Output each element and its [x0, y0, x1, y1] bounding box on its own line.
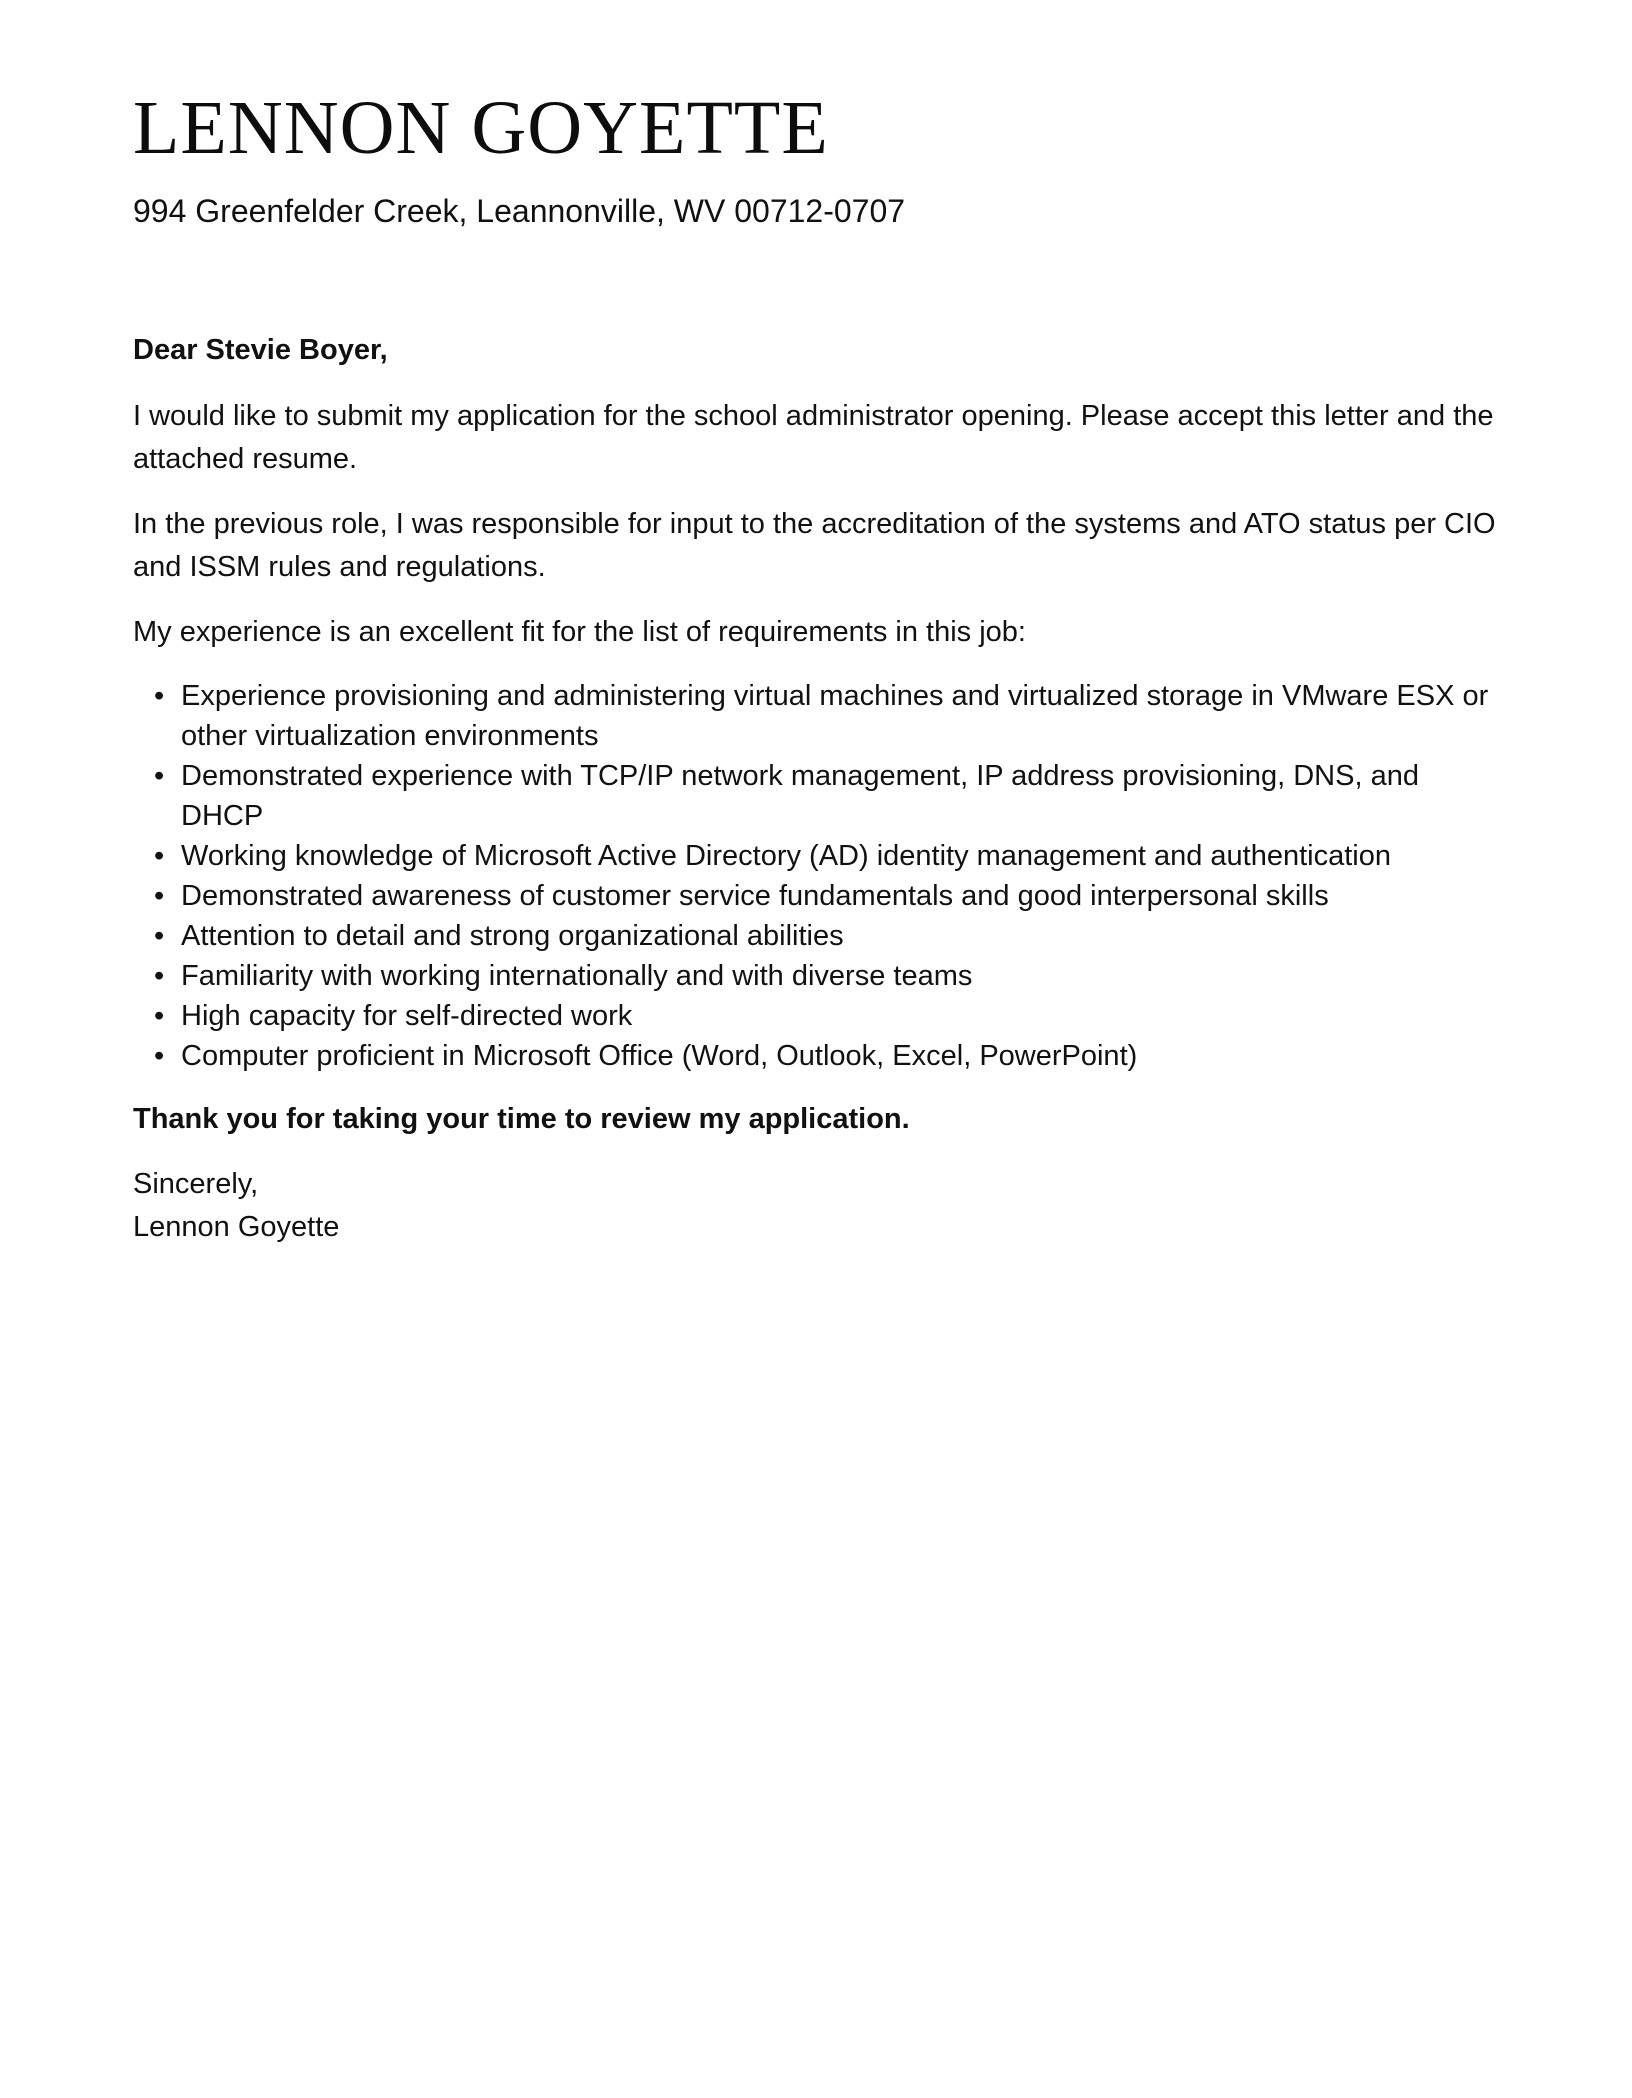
- list-item: [154, 756, 1503, 836]
- letter-paragraph-previous-role: In the previous role, I was responsible for input to the accreditation of the systems and ATO status per CIO and ISSM rules and regulations.: [133, 508, 1496, 583]
- list-item-text: High capacity for self-directed work: [181, 1000, 633, 1032]
- list-item: [154, 876, 1503, 916]
- bullet-icon: •: [154, 920, 165, 952]
- list-item: [154, 956, 1503, 996]
- list-item: [154, 996, 1503, 1036]
- bullet-icon: •: [154, 840, 165, 872]
- bullet-icon: •: [154, 880, 165, 912]
- list-item: [154, 916, 1503, 956]
- list-item-text: Computer proficient in Microsoft Office (Word, Outlook, Excel, PowerPoint): [181, 1040, 1138, 1072]
- bullet-icon: •: [154, 960, 165, 992]
- applicant-name: LENNON GOYETTE: [133, 86, 829, 170]
- list-item-text: Working knowledge of Microsoft Active Directory (AD) identity management and authentication: [181, 840, 1391, 872]
- letter-paragraph-requirements-lead: My experience is an excellent fit for the list of requirements in this job:: [133, 616, 1026, 648]
- letter-paragraph-intro: I would like to submit my application for the school administrator opening. Please accept this letter and the attached resume.: [133, 400, 1494, 475]
- bullet-icon: •: [154, 680, 165, 712]
- list-item: [154, 676, 1503, 756]
- bullet-icon: •: [154, 1000, 165, 1032]
- list-item-text: Attention to detail and strong organizational abilities: [181, 920, 844, 952]
- bullet-icon: •: [154, 760, 165, 792]
- letter-body: [133, 329, 1503, 1249]
- requirements-list: [133, 676, 1503, 1076]
- list-item-text: Demonstrated awareness of customer service fundamentals and good interpersonal skills: [181, 880, 1329, 912]
- list-item-text: Familiarity with working internationally and with diverse teams: [181, 960, 973, 992]
- letter-signoff: Sincerely,: [133, 1168, 259, 1200]
- applicant-address: 994 Greenfelder Creek, Leannonville, WV 00712-0707: [133, 193, 906, 229]
- letter-signoff-block: [133, 1163, 1503, 1249]
- letter-greeting: Dear Stevie Boyer,: [133, 334, 388, 366]
- list-item-text: Demonstrated experience with TCP/IP network management, IP address provisioning, DNS, and DHCP: [181, 760, 1419, 832]
- list-item-text: Experience provisioning and administering virtual machines and virtualized storage in VMware ESX or other virtualization environments: [181, 680, 1489, 752]
- letter-signature: Lennon Goyette: [133, 1211, 340, 1243]
- list-item: [154, 836, 1503, 876]
- letter-closing: Thank you for taking your time to review my application.: [133, 1103, 910, 1135]
- bullet-icon: •: [154, 1040, 165, 1072]
- list-item: [154, 1036, 1503, 1076]
